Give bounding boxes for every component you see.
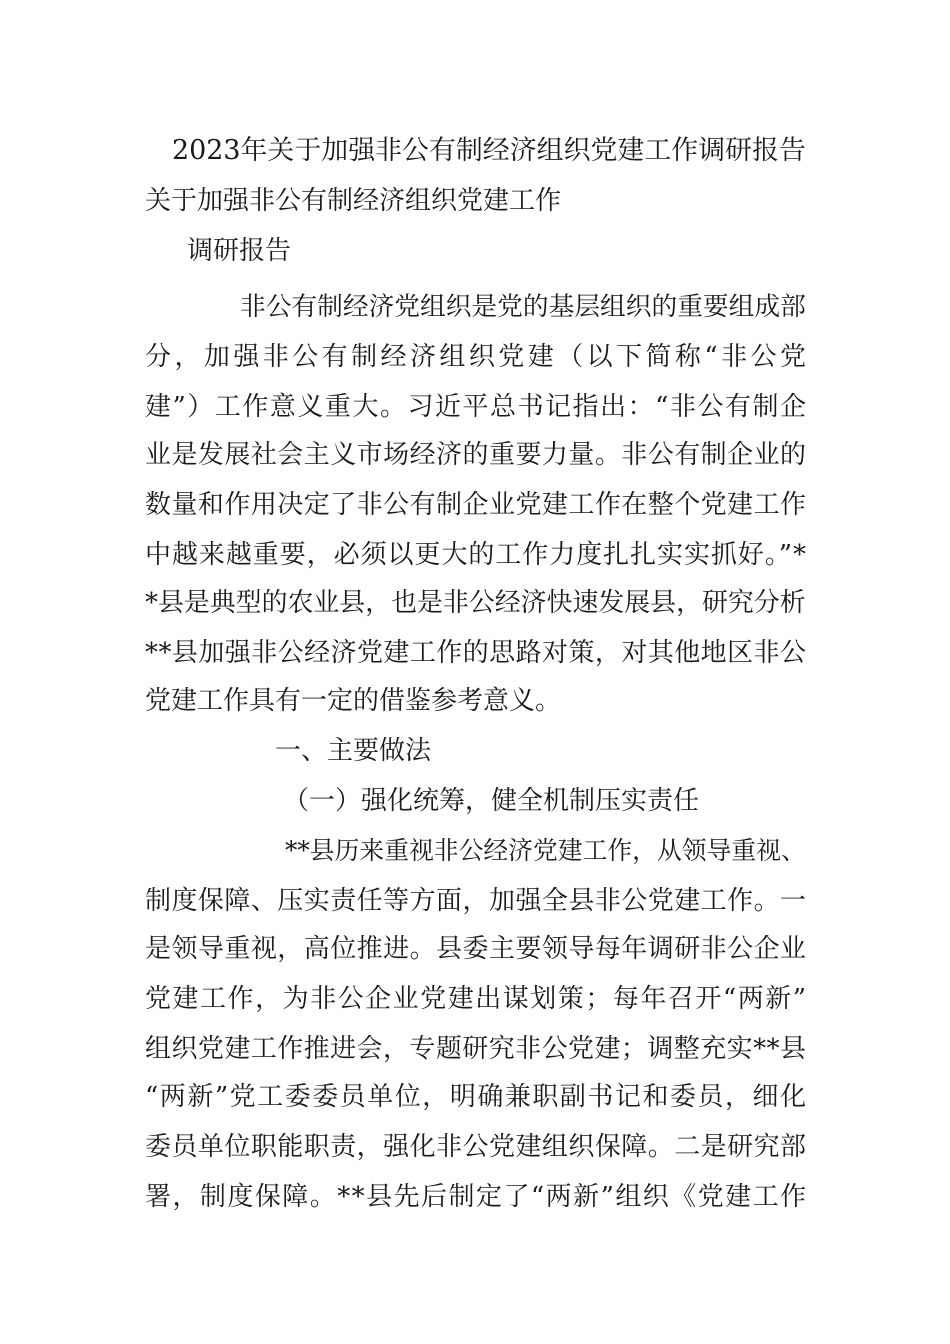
subtitle-line-1: 关于加强非公有制经济组织党建工作 <box>145 186 562 216</box>
intro-line: 分，加强非公有制经济组织党建（以下简称“非公党 <box>145 342 810 372</box>
intro-line: *县是典型的农业县，也是非公经济快速发展县，研究分析 <box>145 588 806 618</box>
body-line: 制度保障、压实责任等方面，加强全县非公党建工作。一 <box>145 886 807 916</box>
intro-line: 非公有制经济党组织是党的基层组织的重要组成部 <box>240 292 806 322</box>
intro-line: 业是发展社会主义市场经济的重要力量。非公有制企业的 <box>145 440 807 470</box>
body-line: “两新”党工委委员单位，明确兼职副书记和委员，细化 <box>145 1082 808 1112</box>
section-heading: 一、主要做法 <box>275 736 432 766</box>
body-line: 是领导重视，高位推进。县委主要领导每年调研非公企业 <box>145 934 807 964</box>
document-title: 2023年关于加强非公有制经济组织党建工作调研报告 <box>172 135 806 166</box>
body-line: 党建工作，为非公企业党建出谋划策；每年召开“两新” <box>145 984 808 1014</box>
intro-line: **县加强非公经济党建工作的思路对策，对其他地区非公 <box>145 638 807 668</box>
body-line: 委员单位职能职责，强化非公党建组织保障。二是研究部 <box>145 1132 807 1162</box>
body-line: 组织党建工作推进会，专题研究非公党建；调整充实**县 <box>145 1034 807 1064</box>
subsection-heading: （一）强化统筹，健全机制压实责任 <box>283 786 700 816</box>
intro-line: 数量和作用决定了非公有制企业党建工作在整个党建工作 <box>145 490 807 520</box>
body-line: **县历来重视非公经济党建工作，从领导重视、 <box>285 836 806 865</box>
intro-line: 中越来越重要，必须以更大的工作力度扎扎实实抓好。”* <box>145 540 807 570</box>
body-line: 署，制度保障。**县先后制定了“两新”组织《党建工作 <box>145 1182 808 1212</box>
subtitle-line-2: 调研报告 <box>187 236 292 266</box>
intro-line: 党建工作具有一定的借鉴参考意义。 <box>145 686 562 716</box>
intro-line: 建”）工作意义重大。习近平总书记指出：“非公有制企 <box>145 392 808 422</box>
